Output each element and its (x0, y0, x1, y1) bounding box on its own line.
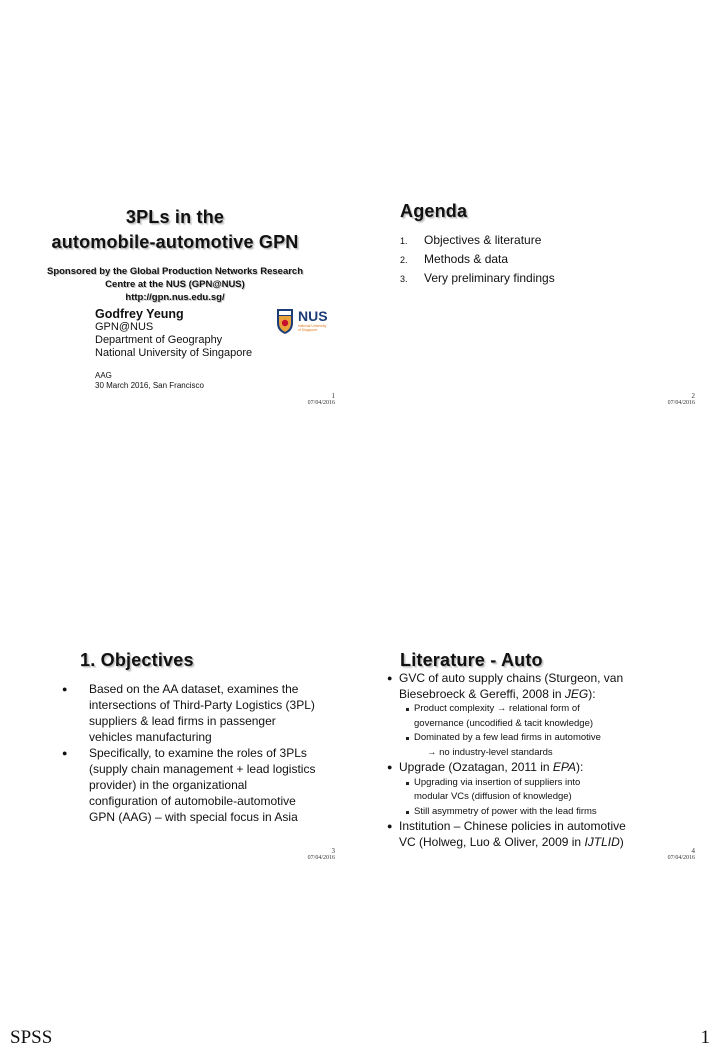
bullet-dot-icon: ● (62, 684, 68, 694)
objective-bullet: ● Specifically, to examine the roles of 3PLs (supply chain management + lead logistics provider) in the organizational configuration of automobile-automotive GPN (AAG) – with special focus in Asia (62, 746, 316, 824)
slide-date: 07/04/2016 (667, 855, 695, 861)
slide-1-title-line-1: 3PLs in the (125, 207, 225, 227)
agenda-item: 2. Methods & data (400, 252, 509, 266)
slide-date: 07/04/2016 (667, 400, 695, 406)
slide-1 (15, 195, 335, 410)
page-number: 1 (700, 1027, 710, 1048)
literature-sub-bullet: Upgrading via insertion of suppliers into (385, 776, 695, 791)
objectives-title: 1. Objectives (80, 650, 194, 670)
bullet-dot-icon: ● (387, 762, 393, 772)
svg-text:NUS: NUS (298, 308, 328, 324)
agenda-list (400, 233, 555, 290)
slide-4 (375, 640, 695, 861)
literature-bullet-cont: VC (Holweg, Luo & Oliver, 2009 in IJTLID) (399, 834, 624, 849)
sponsor-url: http://gpn.nus.edu.sg/ (125, 292, 225, 303)
literature-sub-bullet-cont: → no industry-level standards (427, 746, 553, 758)
square-bullet-icon (406, 782, 409, 785)
objectives-list (60, 681, 335, 825)
literature-bullet: ● Upgrade (Ozatagan, 2011 in EPA): (387, 760, 584, 774)
bullet-dot-icon: ● (387, 673, 393, 683)
affiliation-line-1: GPN@NUS (95, 321, 154, 333)
slide-3 (15, 640, 335, 861)
literature-sub-bullet-cont: modular VCs (diffusion of knowledge) (414, 791, 572, 802)
literature-list (385, 671, 695, 850)
literature-bullet: ● Institution – Chinese policies in automotive (387, 819, 626, 833)
literature-sub-bullet: Product complexity → relational form of (385, 702, 695, 717)
bullet-dot-icon: ● (62, 748, 68, 758)
square-bullet-icon (406, 737, 409, 740)
sponsor-line-1: Sponsored by the Global Production Networks Research (46, 266, 304, 277)
slide-number: 3 (331, 847, 335, 855)
nus-logo (275, 307, 335, 335)
affiliation-line-3: National University of Singapore (95, 347, 253, 359)
event-name: AAG (95, 371, 112, 380)
slide-2 (375, 195, 695, 410)
literature-title: Literature - Auto (400, 650, 543, 670)
event-date-place: 30 March 2016, San Francisco (95, 381, 204, 390)
slide-number: 2 (691, 392, 695, 400)
slide-1-title-line-2: automobile-automotive GPN (51, 232, 299, 252)
slide-date: 07/04/2016 (307, 400, 335, 406)
affiliation-line-2: Department of Geography (95, 334, 223, 346)
slide-number: 1 (331, 392, 335, 400)
literature-bullet: ● GVC of auto supply chains (Sturgeon, van (387, 671, 624, 685)
literature-sub-bullet: Still asymmetry of power with the lead firms (385, 805, 695, 820)
svg-text:of Singapore: of Singapore (298, 328, 318, 332)
slide-number: 4 (691, 847, 695, 855)
literature-sub-bullet: Dominated by a few lead firms in automotive (385, 731, 695, 746)
svg-text:National University: National University (298, 324, 327, 328)
objective-bullet: ● Based on the AA dataset, examines the intersections of Third-Party Logistics (3PL) suppliers & lead firms in passenger vehicles manufacturing (62, 682, 315, 744)
literature-bullet-cont: Biesebroeck & Gereffi, 2008 in JEG): (399, 686, 596, 701)
agenda-item: 1. Objectives & literature (400, 233, 542, 247)
agenda-item: 3. Very preliminary findings (400, 271, 555, 285)
page-footer-left: SPSS (10, 1027, 53, 1048)
sponsor-line-2: Centre at the NUS (GPN@NUS) (105, 279, 245, 290)
author-name: Godfrey Yeung (95, 307, 184, 321)
bullet-dot-icon: ● (387, 821, 393, 831)
literature-sub-bullet-cont: governance (uncodified & tacit knowledge) (414, 717, 594, 729)
slide-date: 07/04/2016 (307, 855, 335, 861)
agenda-title: Agenda (400, 201, 468, 221)
square-bullet-icon (406, 811, 409, 814)
square-bullet-icon (406, 708, 409, 711)
